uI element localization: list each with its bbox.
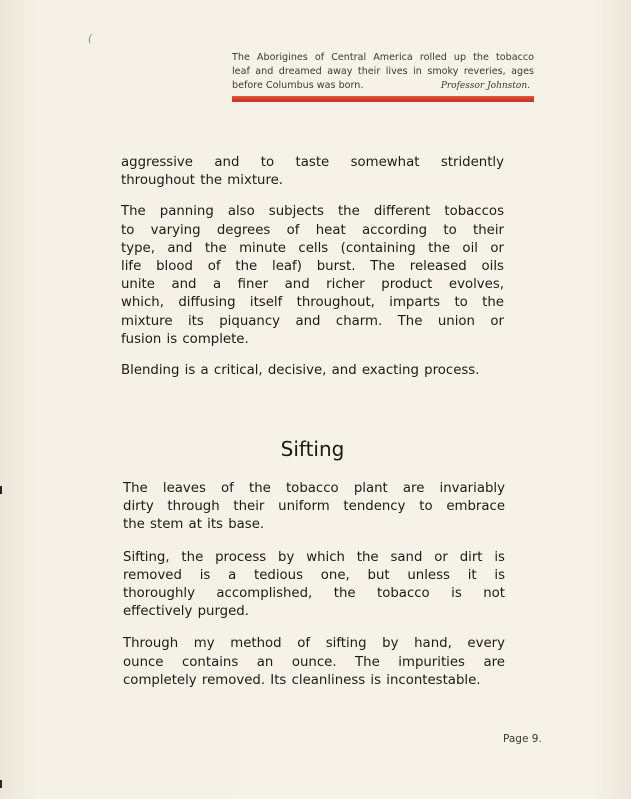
red-rule — [232, 96, 534, 102]
text-line: Through my method of sifting by hand, every — [123, 636, 505, 652]
quote-line: The Aborigines of Central America rolled up the tobacco — [232, 52, 534, 63]
paragraph — [121, 154, 504, 190]
body-text-top — [121, 154, 504, 380]
text-line: to varying degrees of heat according to their — [121, 222, 504, 238]
page-number: Page 9. — [503, 733, 542, 745]
quote-author: Professor Johnston. — [440, 81, 530, 91]
text-line: Blending is a critical, decisive, and exacting process. — [121, 363, 480, 379]
paragraph — [123, 549, 505, 622]
paragraph — [123, 480, 505, 535]
binding-mark — [0, 486, 2, 494]
text-line: thoroughly accomplished, the tobacco is not — [123, 586, 505, 602]
text-line: effectively purged. — [123, 604, 249, 620]
text-line: throughout the mixture. — [121, 173, 284, 189]
text-line: mixture its piquancy and charm. The union or — [121, 313, 504, 329]
text-line: removed is a tedious one, but unless it is — [123, 567, 505, 583]
paragraph — [121, 362, 504, 380]
quote-line: leaf and dreamed away their lives in smoky reveries, ages — [232, 66, 534, 77]
text-line: The panning also subjects the different tobaccos — [121, 204, 504, 220]
paragraph — [123, 635, 505, 690]
text-line: The leaves of the tobacco plant are invariably — [123, 481, 505, 496]
text-line: completely removed. Its cleanliness is incontestable. — [123, 672, 481, 688]
text-line: life blood of the leaf) burst. The released oils — [121, 259, 504, 275]
pencil-mark: ( — [88, 32, 93, 45]
binding-mark — [0, 780, 2, 788]
text-line: ounce contains an ounce. The impurities are — [123, 654, 505, 670]
paragraph — [121, 203, 504, 349]
section-heading: Sifting — [280, 437, 345, 461]
text-line: type, and the minute cells (containing the oil or — [121, 240, 504, 256]
quote-line: before Columbus was born. — [232, 80, 364, 91]
text-line: Sifting, the process by which the sand or dirt is — [123, 549, 505, 565]
text-line: aggressive and to taste somewhat stridently — [121, 155, 504, 170]
text-line: dirty through their uniform tendency to embrace — [123, 499, 505, 515]
text-line: unite and a finer and richer product evolves, — [121, 277, 504, 293]
text-line: fusion is complete. — [121, 331, 249, 347]
text-line: the stem at its base. — [123, 517, 265, 533]
epigraph-quote — [232, 51, 534, 93]
body-text-bottom — [123, 480, 505, 690]
text-line: which, diffusing itself throughout, imparts to the — [121, 295, 504, 311]
